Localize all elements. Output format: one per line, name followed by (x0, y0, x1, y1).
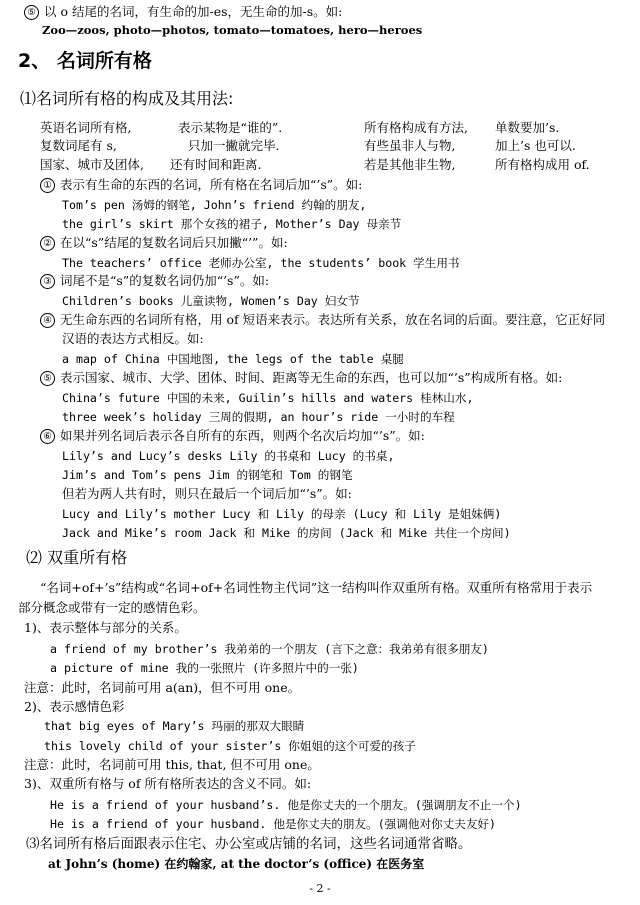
rule-item: ④ 无生命东西的名词所有格，用 of 短语来表示。表达所有关系，放在名词的后面。要注意，它正好同 (40, 312, 605, 328)
example-line: China’s future 中国的未来, Guilin’s hills and waters 桂林山水, (62, 391, 474, 405)
example-line: Lucy and Lily’s mother Lucy 和 Lily 的母亲 (Lucy 和 Lily 是姐妹俩) (62, 507, 502, 521)
number-6-icon: ⑥ (40, 429, 55, 444)
number-1-icon: ① (40, 178, 55, 193)
note-line: 注意：此时，名词前可用 a(an)，但不可用 one。 (24, 680, 301, 695)
paragraph-line: “名词+of+’s”结构或“名词+of+名词性物主代词”这一结构叫作双重所有格。双重所有格常用于表示 (40, 580, 593, 595)
example-line: a picture of mine 我的一张照片 (许多照片中的一张) (50, 661, 359, 675)
rule-row: 复数词尾有 s, 只加一撇就完毕. 有些虽非人与物, 加上’s 也可以. (40, 138, 576, 153)
page-number: - 2 - (309, 882, 331, 895)
subheading-2: ⑵ 双重所有格 (26, 548, 128, 567)
example-line: The teachers’ office 老师办公室, the students’ book 学生用书 (62, 256, 460, 270)
subheading-1: ⑴名词所有格的构成及其用法: (20, 89, 234, 108)
example-line: He is a friend of your husband. 他是你丈夫的朋友。(强调他对你丈夫友好) (50, 817, 497, 831)
rule-item: ① 表示有生命的东西的名词，所有格在名词后加“’s”。如: (40, 177, 362, 193)
point-title: 1)、表示整体与部分的关系。 (24, 620, 187, 635)
example-line: three week’s holiday 三周的假期, an hour’s ride 一小时的车程 (62, 410, 455, 424)
example-line: a friend of my brother’s 我弟弟的一个朋友 (言下之意：我弟弟有很多朋友) (50, 642, 489, 656)
subheading-3: ⑶名词所有格后面跟表示住宅、办公室或店铺的名词，这些名词通常省略。 (26, 836, 472, 852)
rule-item-continuation: 汉语的表达方式相反。如: (62, 331, 204, 346)
rule-item: ⑤ 表示国家、城市、大学、团体、时间、距离等无生命的东西，也可以加“’s”构成所有格。如: (40, 370, 562, 386)
example-line: that big eyes of Mary’s 玛丽的那双大眼睛 (44, 719, 305, 733)
point-title: 2)、表示感情色彩 (24, 699, 125, 714)
number-3-icon: ③ (40, 274, 55, 289)
point-title: 3)、双重所有格与 of 所有格所表达的含义不同。如: (24, 776, 312, 791)
examples-line: Zoo—zoos, photo—photos, tomato—tomatoes, hero—heroes (42, 23, 423, 37)
example-line: at John’s (home) 在约翰家, at the doctor’s (office) 在医务室 (48, 857, 425, 871)
example-line: Jack and Mike’s room Jack 和 Mike 的房间 (Jack 和 Mike 共住一个房间) (62, 526, 511, 540)
number-5-icon: ⑤ (40, 371, 55, 386)
paragraph-line: 部分概念或带有一定的感情色彩。 (18, 600, 206, 615)
example-line: the girl’s skirt 那个女孩的裙子, Mother’s Day 母亲节 (62, 217, 402, 231)
item-5-line: ⑤ 以 o 结尾的名词，有生命的加-es，无生命的加-s。如: (24, 4, 342, 20)
number-2-icon: ② (40, 236, 55, 251)
example-line: 但若为两人共有时，则只在最后一个词后加“’s”。如: (62, 486, 352, 501)
rule-row: 英语名词所有格, 表示某物是“谁的”. 所有格构成有方法, 单数要加’s. (40, 120, 560, 135)
example-line: Tom’s pen 汤姆的钢笔, John’s friend 约翰的朋友, (62, 198, 367, 212)
example-line: Lily’s and Lucy’s desks Lily 的书桌和 Lucy 的书桌, (62, 449, 395, 463)
rule-item: ⑥ 如果并列名词后表示各自所有的东西，则两个名次后均加“’s”。如: (40, 428, 425, 444)
example-line: a map of China 中国地图, the legs of the table 桌腿 (62, 352, 404, 366)
example-line: Jim’s and Tom’s pens Jim 的钢笔和 Tom 的钢笔 (62, 468, 353, 482)
number-5-icon: ⑤ (24, 5, 39, 20)
note-line: 注意：此时，名词前可用 this, that, 但不可用 one。 (24, 757, 320, 772)
example-line: Children’s books 儿童读物, Women’s Day 妇女节 (62, 294, 360, 308)
section-heading: 2、 名词所有格 (18, 50, 152, 72)
example-line: He is a friend of your husband’s. 他是你丈夫的一个朋友。(强调朋友不止一个) (50, 798, 522, 812)
example-line: this lovely child of your sister’s 你姐姐的这个可爱的孩子 (44, 739, 416, 753)
rule-item: ③ 词尾不是“s”的复数名词仍加“’s”。如: (40, 273, 269, 289)
rule-row: 国家、城市及团体, 还有时间和距离. 若是其他非生物, 所有格构成用 of. (40, 157, 590, 172)
rule-item: ② 在以“s”结尾的复数名词后只加撇“’”。如: (40, 235, 288, 251)
number-4-icon: ④ (40, 313, 55, 328)
